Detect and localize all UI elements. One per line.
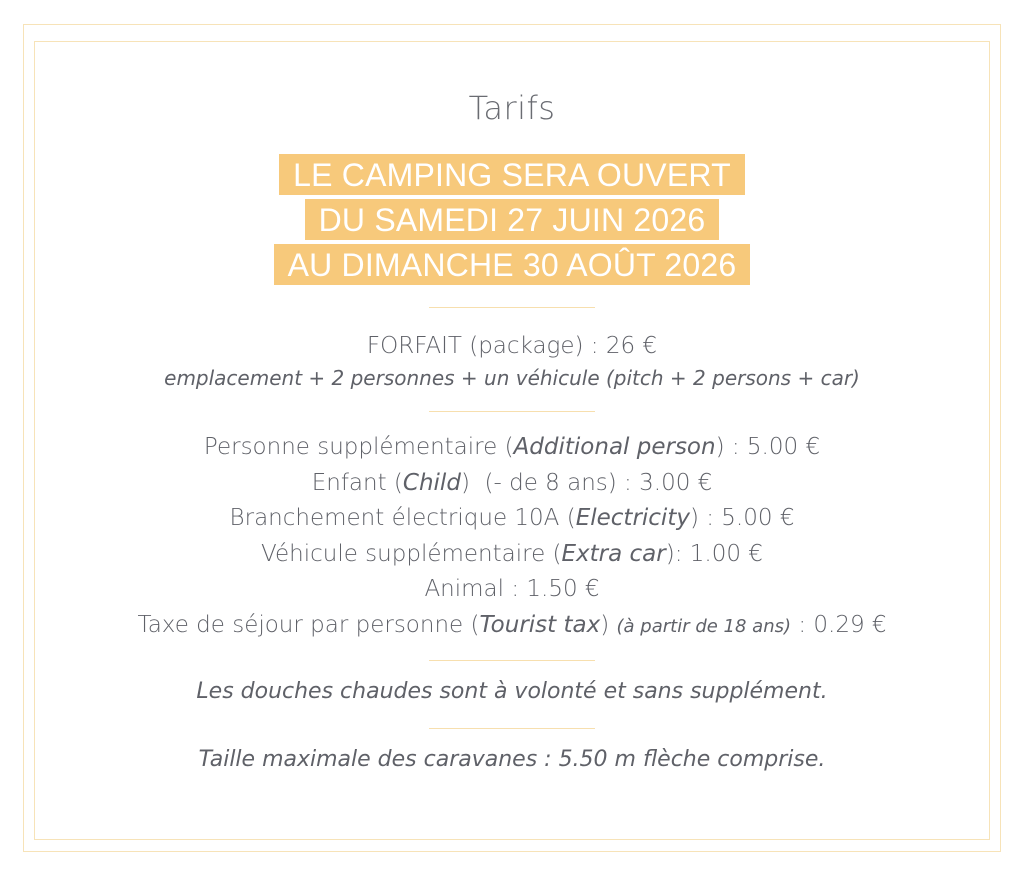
price-list [34,430,990,644]
divider [429,660,595,661]
divider [429,307,595,308]
tariff-panel [34,41,990,775]
showers-note: Les douches chaudes sont à volonté et sans supplément. [196,679,828,704]
divider [429,728,595,729]
divider [429,411,595,412]
page-title: Tarifs [468,89,556,127]
price-row: Personne supplémentaire (Additional person) : 5.00 € [203,434,821,460]
banner-line: AU DIMANCHE 30 AOÛT 2026 [274,244,751,285]
price-row: Branchement électrique 10A (Electricity) : 5.00 € [229,505,795,531]
package-price: FORFAIT (package) : 26 € [366,333,658,359]
price-row: Véhicule supplémentaire (Extra car): 1.00 € [261,540,763,567]
banner-line: LE CAMPING SERA OUVERT [279,154,745,195]
price-row: Animal : 1.50 € [424,576,600,602]
caravan-size-note: Taille maximale des caravanes : 5.50 m flèche comprise. [198,747,826,772]
banner-line: DU SAMEDI 27 JUIN 2026 [305,199,720,240]
opening-dates-banner [34,153,990,288]
price-row: Taxe de séjour par personne (Tourist tax) (à partir de 18 ans) : 0.29 € [137,611,887,638]
package-description: emplacement + 2 personnes + un véhicule (pitch + 2 persons + car) [164,366,860,390]
price-row: Enfant (Child) (- de 8 ans) : 3.00 € [311,469,713,496]
